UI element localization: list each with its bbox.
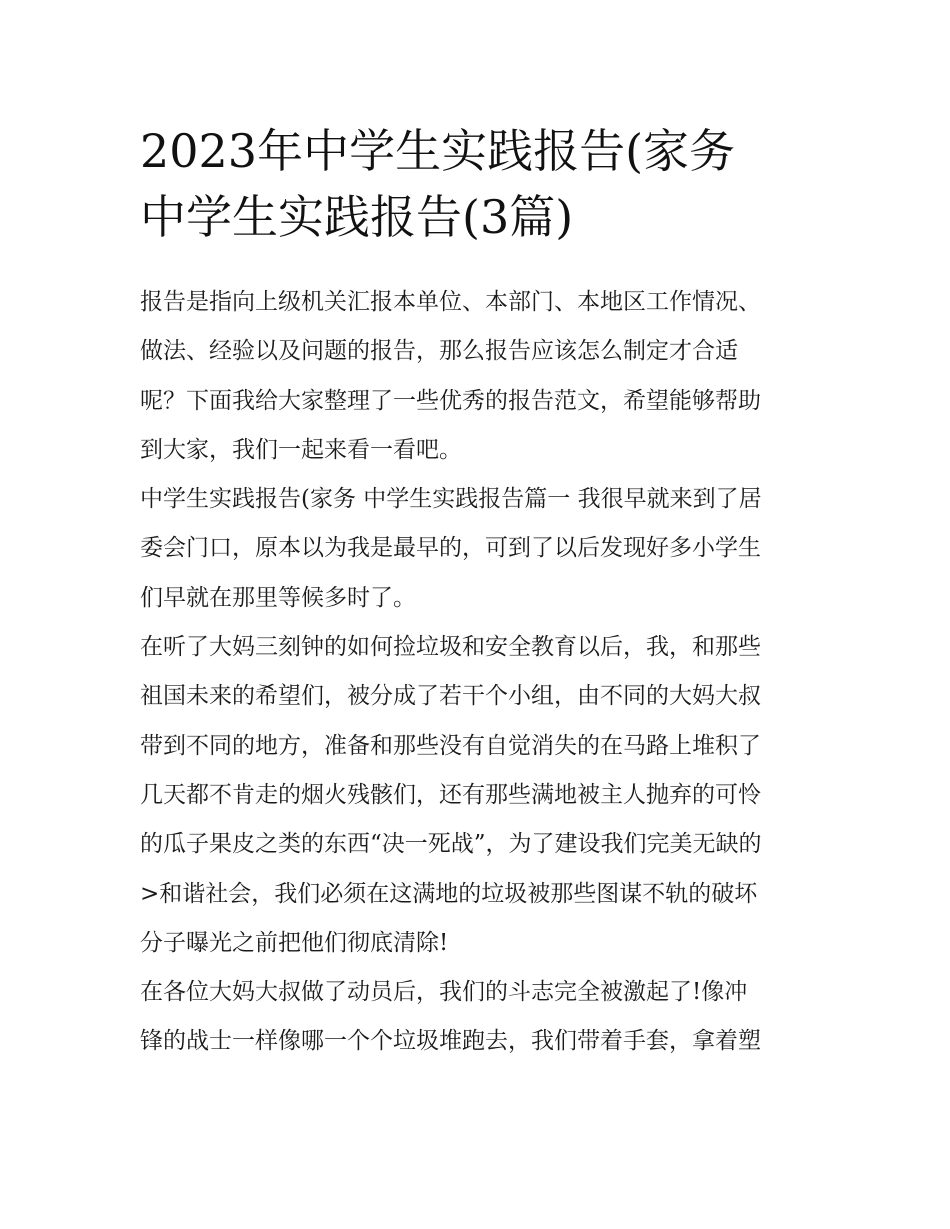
- text-line: >和谐社会，我们必须在这满地的垃圾被那些图谋不轨的破坏: [140, 880, 758, 907]
- text-line: 中学生实践报告(家务 中学生实践报告篇一 我很早就来到了居: [140, 486, 762, 513]
- text-line: 祖国未来的希望们，被分成了若干个小组，由不同的大妈大叔: [140, 683, 761, 710]
- paragraph-cleanup: [140, 623, 815, 968]
- text-line: 带到不同的地方，准备和那些没有自觉消失的在马路上堆积了: [140, 732, 761, 759]
- paragraph-mobilization: [140, 968, 815, 1067]
- text-line: 的瓜子果皮之类的东西“决一死战”，为了建设我们完美无缺的: [140, 831, 762, 858]
- text-line: 们早就在那里等候多时了。: [140, 584, 416, 611]
- document-title: [140, 118, 820, 250]
- text-line: 委会门口，原本以为我是最早的，可到了以后发现好多小学生: [140, 535, 761, 562]
- title-line: 2023年中学生实践报告(家务: [140, 124, 736, 178]
- text-line: 到大家，我们一起来看一看吧。: [140, 436, 462, 463]
- paragraph-intro: [140, 278, 815, 475]
- text-line: 分子曝光之前把他们彻底清除!: [140, 929, 449, 956]
- document-body: [140, 278, 815, 1067]
- paragraph-section-one: [140, 475, 815, 623]
- text-line: 几天都不肯走的烟火残骸们，还有那些满地被主人抛弃的可怜: [140, 781, 761, 808]
- title-line: 中学生实践报告(3篇): [140, 190, 574, 244]
- text-line: 做法、经验以及问题的报告，那么报告应该怎么制定才合适: [140, 338, 738, 365]
- text-line: 报告是指向上级机关汇报本单位、本部门、本地区工作情况、: [140, 289, 761, 315]
- text-line: 呢？下面我给大家整理了一些优秀的报告范文，希望能够帮助: [140, 387, 761, 414]
- text-line: 锋的战士一样像哪一个个垃圾堆跑去，我们带着手套，拿着塑: [140, 1028, 761, 1055]
- text-line: 在听了大妈三刻钟的如何捡垃圾和安全教育以后，我，和那些: [140, 634, 761, 661]
- text-line: 在各位大妈大叔做了动员后，我们的斗志完全被激起了!像冲: [140, 979, 748, 1006]
